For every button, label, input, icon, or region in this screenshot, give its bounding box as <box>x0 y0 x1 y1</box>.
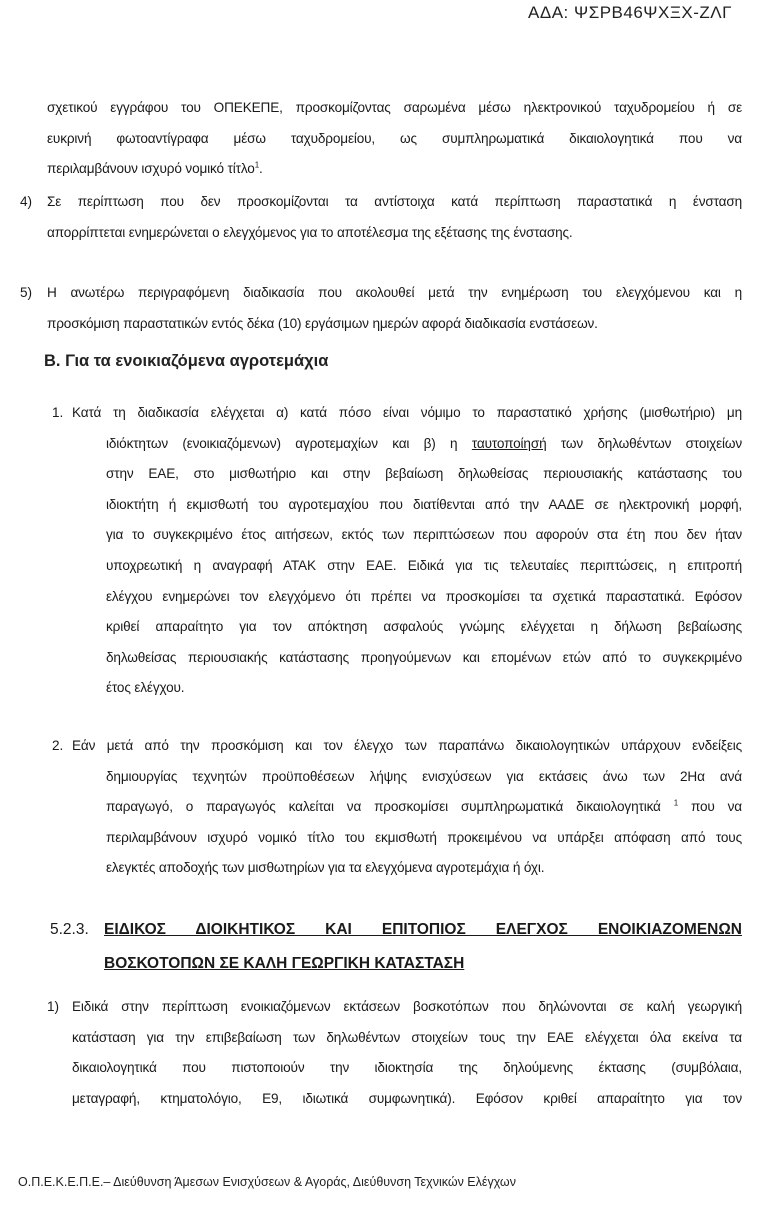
list-number: 4) <box>20 194 33 209</box>
footnote-ref[interactable]: 1 <box>673 798 679 808</box>
text-line <box>106 429 742 460</box>
text-line: περιλαμβάνουν ισχυρό νομικό τίτλο του εκμισθωτή προκειμένου να υπάρξει απόφαση από τους <box>106 829 742 845</box>
text-line: κατάσταση για την επιβεβαίωση των δηλωθέντων στοιχείων τους την ΕΑΕ ελέγχεται όλα εκείνα τα <box>72 1029 742 1045</box>
text-line: κριθεί απαραίτητο για τον απόκτηση ασφαλούς γνώμης ελέγχεται η δήλωση βεβαίωσης <box>106 619 742 635</box>
list-number: 1) <box>47 999 60 1014</box>
text-fragment: . <box>259 161 263 177</box>
text-line: απορρίπτεται ενημερώνεται ο ελεγχόμενος για το αποτέλεσμα της εξέτασης της ένστασης. <box>47 224 573 240</box>
section-b-heading: Β. Για τα ενοικιαζόμενα αγροτεμάχια <box>44 352 329 370</box>
text-line: Σε περίπτωση που δεν προσκομίζονται τα αντίστοιχα κατά περίπτωση παραστατικά η ένσταση <box>47 194 742 209</box>
text-fragment: περιλαμβάνουν ισχυρό νομικό τίτλο <box>47 161 255 177</box>
section-b-item-1 <box>72 398 742 429</box>
ada-code: ΑΔΑ: ΨΣΡΒ46ΨΧΞΧ-ΖΛΓ <box>528 3 732 22</box>
text-line: Ειδικά στην περίπτωση ενοικιαζόμενων εκτάσεων βοσκοτόπων που δηλώνονται σε καλή γεωργική <box>72 999 742 1014</box>
text-line <box>106 792 742 823</box>
footnote-ref[interactable]: 1 <box>254 160 260 170</box>
text-line: ιδιοκτήτη ή εκμισθωτή του αγροτεμαχίου που διατίθενται από την ΑΑΔΕ σε ηλεκτρονική μορφή, <box>106 496 742 512</box>
section-523-item-1 <box>72 992 742 1114</box>
text-line: σχετικού εγγράφου του ΟΠΕΚΕΠΕ, προσκομίζοντας σαρωμένα μέσω ηλεκτρονικού ταχυδρομείου ή σε <box>47 100 742 115</box>
text-line: δημιουργίας τεχνητών προϋποθέσεων λήψης ενισχύσεων για εκτάσεις άνω των 2Ηα ανά <box>106 768 742 784</box>
text-fragment: των δηλωθέντων στοιχείων <box>560 435 742 451</box>
text-line: Κατά τη διαδικασία ελέγχεται α) κατά πόσο είναι νόμιμο το παραστατικό χρήσης (μισθωτήριο) μη <box>72 405 742 420</box>
text-line: υποχρεωτική η αναγραφή ΑΤΑΚ στην ΕΑΕ. Ειδικά για τις τελευταίες περιπτώσεις, η επιτροπή <box>106 557 742 573</box>
text-line: δηλωθείσας περιουσιακής κατάστασης προηγούμενων και επομένων ετών από το συγκεκριμένο <box>106 649 742 665</box>
list-item-5 <box>47 278 742 339</box>
text-line: Η ανωτέρω περιγραφόμενη διαδικασία που ακολουθεί μετά την ενημέρωση του ελεγχόμενου και η <box>47 285 742 300</box>
text-line <box>47 154 742 185</box>
text-line: ελεγκτές αποδοχής των μισθωτηρίων για τα ελεγχόμενα αγροτεμάχια ή όχι. <box>106 860 545 876</box>
text-fragment: παραγωγό, ο παραγωγός καλείται να προσκομίσει συμπληρωματικά δικαιολογητικά <box>106 799 661 815</box>
text-line: μεταγραφή, κτηματολόγιο, Ε9, ιδιωτικά συμφωνητικά). Εφόσον κριθεί απαραίτητο για τον <box>72 1090 742 1106</box>
section-number: 5.2.3. <box>50 921 89 938</box>
list-number: 5) <box>20 285 33 300</box>
list-number: 2. <box>52 738 64 753</box>
list-number: 1. <box>52 405 64 420</box>
text-line: στην ΕΑΕ, στο μισθωτήριο και στην βεβαίωση δηλωθείσας περιουσιακής κατάστασης του <box>106 466 742 482</box>
text-line: Εάν μετά από την προσκόμιση και τον έλεγχο των παραπάνω δικαιολογητικών υπάρχουν ενδείξεις <box>72 738 742 753</box>
text-line: δικαιολογητικά που πιστοποιούν την ιδιοκτησία της δηλούμενης έκτασης (συμβόλαια, <box>72 1060 742 1076</box>
intro-paragraph <box>47 93 742 185</box>
text-fragment: που να <box>690 799 742 815</box>
list-item-4 <box>47 187 742 248</box>
text-line: προσκόμιση παραστατικών εντός δέκα (10) εργάσιμων ημερών αφορά διαδικασία ενστάσεων. <box>47 315 598 331</box>
text-line: ευκρινή φωτοαντίγραφα μέσω ταχυδρομείου, ως συμπληρωματικά δικαιολογητικά που να <box>47 130 742 146</box>
section-b-item-2 <box>72 731 742 762</box>
section-b-item-2-body <box>106 762 742 884</box>
text-line: για το συγκεκριμένο έτος αιτήσεων, εκτός των περιπτώσεων που αφορούν στα έτη που δεν ήταν <box>106 527 742 543</box>
page-footer: Ο.Π.Ε.Κ.Ε.Π.Ε.– Διεύθυνση Άμεσων Ενισχύσεων & Αγοράς, Διεύθυνση Τεχνικών Ελέγχων <box>18 1175 516 1189</box>
section-b-item-1-body <box>106 429 742 704</box>
text-line: ελέγχου ενημερώνει τον ελεγχόμενο ότι πρέπει να προσκομίσει τα σχετικά παραστατικά. Εφόσον <box>106 588 742 604</box>
underlined-term: ταυτοποίησή <box>471 435 547 451</box>
section-title-line-1: ΕΙΔΙΚΟΣ ΔΙΟΙΚΗΤΙΚΟΣ ΚΑΙ ΕΠΙΤΟΠΙΟΣ ΕΛΕΓΧΟΣ ΕΝΟΙΚΙΑΖΟΜΕΝΩΝ <box>104 921 742 938</box>
text-line: έτος ελέγχου. <box>106 680 185 696</box>
section-title-line-2: ΒΟΣΚΟΤΟΠΩΝ ΣΕ ΚΑΛΗ ΓΕΩΡΓΙΚΗ ΚΑΤΑΣΤΑΣΗ <box>104 955 465 972</box>
text-fragment: ιδιόκτητων (ενοικιαζόμενων) αγροτεμαχίων και β) η <box>106 435 458 451</box>
